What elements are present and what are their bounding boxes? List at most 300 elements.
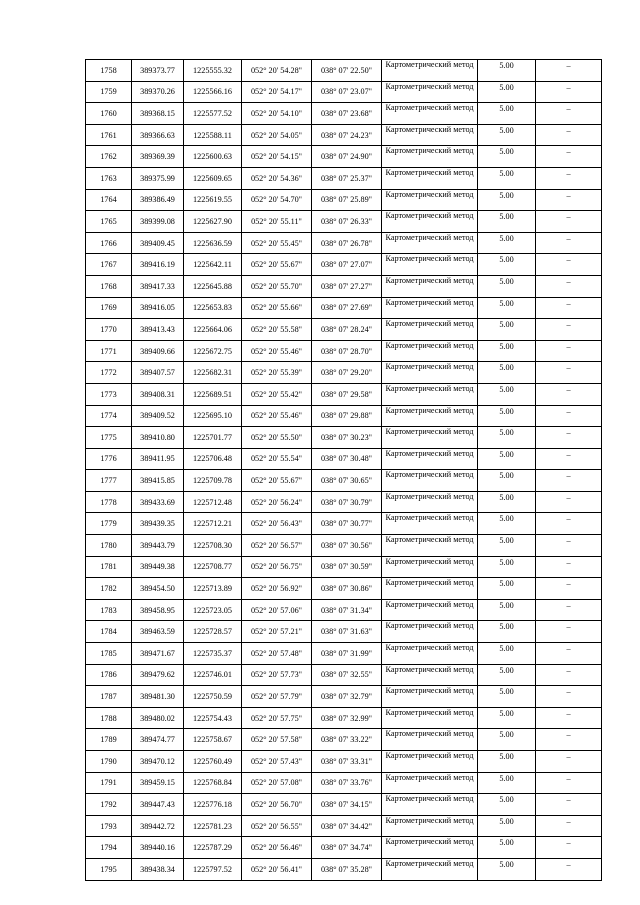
method-cell: Картометрический метод: [382, 815, 478, 837]
accuracy-cell: 5.00: [478, 556, 536, 578]
latitude-cell: 052° 20' 55.67": [242, 470, 312, 492]
accuracy-cell: 5.00: [478, 362, 536, 384]
table-row: [86, 254, 602, 276]
method-cell: Картометрический метод: [382, 297, 478, 319]
x-coordinate-cell: 389369.39: [132, 146, 184, 168]
y-coordinate-cell: 1225682.31: [184, 362, 242, 384]
latitude-cell: 052° 20' 57.08": [242, 772, 312, 794]
longitude-cell: 038° 07' 34.74": [312, 837, 382, 859]
latitude-cell: 052° 20' 56.24": [242, 491, 312, 513]
note-cell: –: [536, 470, 602, 492]
note-cell: –: [536, 211, 602, 233]
point-number-cell: 1766: [86, 232, 132, 254]
accuracy-cell: 5.00: [478, 383, 536, 405]
latitude-cell: 052° 20' 54.28": [242, 60, 312, 82]
latitude-cell: 052° 20' 55.67": [242, 254, 312, 276]
table-row: [86, 535, 602, 557]
note-cell: –: [536, 858, 602, 880]
point-number-cell: 1775: [86, 427, 132, 449]
y-coordinate-cell: 1225797.52: [184, 858, 242, 880]
table-row: [86, 578, 602, 600]
point-number-cell: 1771: [86, 340, 132, 362]
y-coordinate-cell: 1225600.63: [184, 146, 242, 168]
accuracy-cell: 5.00: [478, 340, 536, 362]
x-coordinate-cell: 389386.49: [132, 189, 184, 211]
accuracy-cell: 5.00: [478, 189, 536, 211]
table-row: [86, 448, 602, 470]
accuracy-cell: 5.00: [478, 772, 536, 794]
method-cell: Картометрический метод: [382, 275, 478, 297]
table-row: [86, 686, 602, 708]
x-coordinate-cell: 389409.66: [132, 340, 184, 362]
point-number-cell: 1760: [86, 103, 132, 125]
point-number-cell: 1780: [86, 535, 132, 557]
note-cell: –: [536, 686, 602, 708]
accuracy-cell: 5.00: [478, 578, 536, 600]
x-coordinate-cell: 389439.35: [132, 513, 184, 535]
latitude-cell: 052° 20' 56.43": [242, 513, 312, 535]
method-cell: Картометрический метод: [382, 189, 478, 211]
table-row: [86, 405, 602, 427]
method-cell: Картометрический метод: [382, 729, 478, 751]
point-number-cell: 1784: [86, 621, 132, 643]
method-cell: Картометрический метод: [382, 772, 478, 794]
y-coordinate-cell: 1225735.37: [184, 643, 242, 665]
longitude-cell: 038° 07' 22.50": [312, 60, 382, 82]
x-coordinate-cell: 389417.33: [132, 275, 184, 297]
accuracy-cell: 5.00: [478, 124, 536, 146]
accuracy-cell: 5.00: [478, 60, 536, 82]
longitude-cell: 038° 07' 25.89": [312, 189, 382, 211]
accuracy-cell: 5.00: [478, 664, 536, 686]
method-cell: Картометрический метод: [382, 167, 478, 189]
table-row: [86, 599, 602, 621]
method-cell: Картометрический метод: [382, 837, 478, 859]
table-row: [86, 513, 602, 535]
point-number-cell: 1767: [86, 254, 132, 276]
method-cell: Картометрический метод: [382, 621, 478, 643]
longitude-cell: 038° 07' 33.76": [312, 772, 382, 794]
table-row: [86, 858, 602, 880]
y-coordinate-cell: 1225768.84: [184, 772, 242, 794]
y-coordinate-cell: 1225664.06: [184, 319, 242, 341]
longitude-cell: 038° 07' 31.34": [312, 599, 382, 621]
latitude-cell: 052° 20' 56.46": [242, 837, 312, 859]
y-coordinate-cell: 1225728.57: [184, 621, 242, 643]
x-coordinate-cell: 389408.31: [132, 383, 184, 405]
latitude-cell: 052° 20' 54.70": [242, 189, 312, 211]
latitude-cell: 052° 20' 57.73": [242, 664, 312, 686]
method-cell: Картометрический метод: [382, 707, 478, 729]
accuracy-cell: 5.00: [478, 297, 536, 319]
point-number-cell: 1795: [86, 858, 132, 880]
point-number-cell: 1788: [86, 707, 132, 729]
point-number-cell: 1772: [86, 362, 132, 384]
accuracy-cell: 5.00: [478, 427, 536, 449]
x-coordinate-cell: 389399.08: [132, 211, 184, 233]
note-cell: –: [536, 189, 602, 211]
x-coordinate-cell: 389470.12: [132, 751, 184, 773]
method-cell: Картометрический метод: [382, 491, 478, 513]
accuracy-cell: 5.00: [478, 211, 536, 233]
method-cell: Картометрический метод: [382, 556, 478, 578]
table-row: [86, 772, 602, 794]
y-coordinate-cell: 1225723.05: [184, 599, 242, 621]
latitude-cell: 052° 20' 57.75": [242, 707, 312, 729]
x-coordinate-cell: 389459.15: [132, 772, 184, 794]
latitude-cell: 052° 20' 57.48": [242, 643, 312, 665]
note-cell: –: [536, 103, 602, 125]
longitude-cell: 038° 07' 34.15": [312, 794, 382, 816]
y-coordinate-cell: 1225776.18: [184, 794, 242, 816]
latitude-cell: 052° 20' 55.46": [242, 340, 312, 362]
point-number-cell: 1759: [86, 81, 132, 103]
latitude-cell: 052° 20' 54.15": [242, 146, 312, 168]
y-coordinate-cell: 1225577.52: [184, 103, 242, 125]
latitude-cell: 052° 20' 56.70": [242, 794, 312, 816]
latitude-cell: 052° 20' 55.45": [242, 232, 312, 254]
y-coordinate-cell: 1225760.49: [184, 751, 242, 773]
method-cell: Картометрический метод: [382, 513, 478, 535]
accuracy-cell: 5.00: [478, 535, 536, 557]
accuracy-cell: 5.00: [478, 167, 536, 189]
note-cell: –: [536, 427, 602, 449]
method-cell: Картометрический метод: [382, 124, 478, 146]
x-coordinate-cell: 389409.52: [132, 405, 184, 427]
note-cell: –: [536, 383, 602, 405]
longitude-cell: 038° 07' 29.88": [312, 405, 382, 427]
latitude-cell: 052° 20' 55.50": [242, 427, 312, 449]
latitude-cell: 052° 20' 56.75": [242, 556, 312, 578]
latitude-cell: 052° 20' 55.58": [242, 319, 312, 341]
method-cell: Картометрический метод: [382, 686, 478, 708]
table-row: [86, 664, 602, 686]
latitude-cell: 052° 20' 54.36": [242, 167, 312, 189]
table-row: [86, 491, 602, 513]
method-cell: Картометрический метод: [382, 794, 478, 816]
note-cell: –: [536, 232, 602, 254]
x-coordinate-cell: 389458.95: [132, 599, 184, 621]
table-row: [86, 340, 602, 362]
y-coordinate-cell: 1225619.55: [184, 189, 242, 211]
point-number-cell: 1763: [86, 167, 132, 189]
method-cell: Картометрический метод: [382, 470, 478, 492]
x-coordinate-cell: 389416.05: [132, 297, 184, 319]
point-number-cell: 1762: [86, 146, 132, 168]
method-cell: Картометрический метод: [382, 103, 478, 125]
accuracy-cell: 5.00: [478, 232, 536, 254]
method-cell: Картометрический метод: [382, 60, 478, 82]
longitude-cell: 038° 07' 28.70": [312, 340, 382, 362]
x-coordinate-cell: 389481.30: [132, 686, 184, 708]
accuracy-cell: 5.00: [478, 275, 536, 297]
longitude-cell: 038° 07' 33.31": [312, 751, 382, 773]
y-coordinate-cell: 1225609.65: [184, 167, 242, 189]
y-coordinate-cell: 1225706.48: [184, 448, 242, 470]
method-cell: Картометрический метод: [382, 362, 478, 384]
point-number-cell: 1768: [86, 275, 132, 297]
longitude-cell: 038° 07' 32.55": [312, 664, 382, 686]
y-coordinate-cell: 1225712.48: [184, 491, 242, 513]
point-number-cell: 1777: [86, 470, 132, 492]
longitude-cell: 038° 07' 26.78": [312, 232, 382, 254]
longitude-cell: 038° 07' 28.24": [312, 319, 382, 341]
point-number-cell: 1769: [86, 297, 132, 319]
y-coordinate-cell: 1225695.10: [184, 405, 242, 427]
point-number-cell: 1787: [86, 686, 132, 708]
longitude-cell: 038° 07' 34.42": [312, 815, 382, 837]
point-number-cell: 1789: [86, 729, 132, 751]
y-coordinate-cell: 1225746.01: [184, 664, 242, 686]
x-coordinate-cell: 389373.77: [132, 60, 184, 82]
x-coordinate-cell: 389368.15: [132, 103, 184, 125]
table-row: [86, 621, 602, 643]
longitude-cell: 038° 07' 29.20": [312, 362, 382, 384]
note-cell: –: [536, 599, 602, 621]
y-coordinate-cell: 1225750.59: [184, 686, 242, 708]
coordinates-table: [85, 59, 602, 881]
point-number-cell: 1781: [86, 556, 132, 578]
x-coordinate-cell: 389433.69: [132, 491, 184, 513]
latitude-cell: 052° 20' 56.55": [242, 815, 312, 837]
method-cell: Картометрический метод: [382, 448, 478, 470]
accuracy-cell: 5.00: [478, 103, 536, 125]
table-row: [86, 837, 602, 859]
longitude-cell: 038° 07' 33.22": [312, 729, 382, 751]
method-cell: Картометрический метод: [382, 664, 478, 686]
method-cell: Картометрический метод: [382, 405, 478, 427]
method-cell: Картометрический метод: [382, 858, 478, 880]
accuracy-cell: 5.00: [478, 491, 536, 513]
accuracy-cell: 5.00: [478, 254, 536, 276]
longitude-cell: 038° 07' 30.48": [312, 448, 382, 470]
table-row: [86, 275, 602, 297]
point-number-cell: 1773: [86, 383, 132, 405]
accuracy-cell: 5.00: [478, 837, 536, 859]
accuracy-cell: 5.00: [478, 448, 536, 470]
longitude-cell: 038° 07' 30.77": [312, 513, 382, 535]
point-number-cell: 1782: [86, 578, 132, 600]
longitude-cell: 038° 07' 31.99": [312, 643, 382, 665]
table-row: [86, 815, 602, 837]
longitude-cell: 038° 07' 31.63": [312, 621, 382, 643]
method-cell: Картометрический метод: [382, 81, 478, 103]
method-cell: Картометрический метод: [382, 319, 478, 341]
table-row: [86, 167, 602, 189]
accuracy-cell: 5.00: [478, 794, 536, 816]
y-coordinate-cell: 1225712.21: [184, 513, 242, 535]
longitude-cell: 038° 07' 35.28": [312, 858, 382, 880]
latitude-cell: 052° 20' 55.42": [242, 383, 312, 405]
note-cell: –: [536, 556, 602, 578]
x-coordinate-cell: 389440.16: [132, 837, 184, 859]
y-coordinate-cell: 1225642.11: [184, 254, 242, 276]
y-coordinate-cell: 1225627.90: [184, 211, 242, 233]
note-cell: –: [536, 513, 602, 535]
longitude-cell: 038° 07' 30.86": [312, 578, 382, 600]
longitude-cell: 038° 07' 32.99": [312, 707, 382, 729]
note-cell: –: [536, 751, 602, 773]
x-coordinate-cell: 389480.02: [132, 707, 184, 729]
x-coordinate-cell: 389442.72: [132, 815, 184, 837]
y-coordinate-cell: 1225781.23: [184, 815, 242, 837]
note-cell: –: [536, 167, 602, 189]
point-number-cell: 1764: [86, 189, 132, 211]
accuracy-cell: 5.00: [478, 599, 536, 621]
x-coordinate-cell: 389454.50: [132, 578, 184, 600]
point-number-cell: 1779: [86, 513, 132, 535]
y-coordinate-cell: 1225653.83: [184, 297, 242, 319]
table-row: [86, 470, 602, 492]
note-cell: –: [536, 60, 602, 82]
point-number-cell: 1785: [86, 643, 132, 665]
point-number-cell: 1792: [86, 794, 132, 816]
table-row: [86, 60, 602, 82]
latitude-cell: 052° 20' 56.57": [242, 535, 312, 557]
longitude-cell: 038° 07' 23.07": [312, 81, 382, 103]
method-cell: Картометрический метод: [382, 254, 478, 276]
method-cell: Картометрический метод: [382, 146, 478, 168]
y-coordinate-cell: 1225787.29: [184, 837, 242, 859]
accuracy-cell: 5.00: [478, 643, 536, 665]
note-cell: –: [536, 815, 602, 837]
accuracy-cell: 5.00: [478, 81, 536, 103]
note-cell: –: [536, 275, 602, 297]
accuracy-cell: 5.00: [478, 729, 536, 751]
y-coordinate-cell: 1225708.77: [184, 556, 242, 578]
latitude-cell: 052° 20' 54.10": [242, 103, 312, 125]
point-number-cell: 1794: [86, 837, 132, 859]
latitude-cell: 052° 20' 55.70": [242, 275, 312, 297]
longitude-cell: 038° 07' 24.23": [312, 124, 382, 146]
x-coordinate-cell: 389370.26: [132, 81, 184, 103]
y-coordinate-cell: 1225689.51: [184, 383, 242, 405]
method-cell: Картометрический метод: [382, 643, 478, 665]
accuracy-cell: 5.00: [478, 686, 536, 708]
longitude-cell: 038° 07' 30.65": [312, 470, 382, 492]
longitude-cell: 038° 07' 26.33": [312, 211, 382, 233]
x-coordinate-cell: 389479.62: [132, 664, 184, 686]
latitude-cell: 052° 20' 55.66": [242, 297, 312, 319]
x-coordinate-cell: 389463.59: [132, 621, 184, 643]
note-cell: –: [536, 81, 602, 103]
note-cell: –: [536, 643, 602, 665]
note-cell: –: [536, 448, 602, 470]
note-cell: –: [536, 707, 602, 729]
note-cell: –: [536, 124, 602, 146]
y-coordinate-cell: 1225672.75: [184, 340, 242, 362]
longitude-cell: 038° 07' 32.79": [312, 686, 382, 708]
y-coordinate-cell: 1225701.77: [184, 427, 242, 449]
y-coordinate-cell: 1225588.11: [184, 124, 242, 146]
note-cell: –: [536, 254, 602, 276]
method-cell: Картометрический метод: [382, 211, 478, 233]
x-coordinate-cell: 389407.57: [132, 362, 184, 384]
point-number-cell: 1790: [86, 751, 132, 773]
x-coordinate-cell: 389413.43: [132, 319, 184, 341]
longitude-cell: 038° 07' 30.59": [312, 556, 382, 578]
x-coordinate-cell: 389443.79: [132, 535, 184, 557]
accuracy-cell: 5.00: [478, 319, 536, 341]
y-coordinate-cell: 1225555.32: [184, 60, 242, 82]
table-row: [86, 146, 602, 168]
table-row: [86, 81, 602, 103]
x-coordinate-cell: 389411.95: [132, 448, 184, 470]
latitude-cell: 052° 20' 55.54": [242, 448, 312, 470]
longitude-cell: 038° 07' 23.68": [312, 103, 382, 125]
y-coordinate-cell: 1225709.78: [184, 470, 242, 492]
table-row: [86, 751, 602, 773]
table-row: [86, 232, 602, 254]
accuracy-cell: 5.00: [478, 751, 536, 773]
note-cell: –: [536, 362, 602, 384]
note-cell: –: [536, 837, 602, 859]
longitude-cell: 038° 07' 24.90": [312, 146, 382, 168]
method-cell: Картометрический метод: [382, 427, 478, 449]
point-number-cell: 1761: [86, 124, 132, 146]
point-number-cell: 1770: [86, 319, 132, 341]
accuracy-cell: 5.00: [478, 513, 536, 535]
table-row: [86, 556, 602, 578]
y-coordinate-cell: 1225566.16: [184, 81, 242, 103]
accuracy-cell: 5.00: [478, 405, 536, 427]
table-row: [86, 319, 602, 341]
y-coordinate-cell: 1225708.30: [184, 535, 242, 557]
point-number-cell: 1793: [86, 815, 132, 837]
latitude-cell: 052° 20' 57.06": [242, 599, 312, 621]
y-coordinate-cell: 1225645.88: [184, 275, 242, 297]
latitude-cell: 052° 20' 57.58": [242, 729, 312, 751]
longitude-cell: 038° 07' 27.69": [312, 297, 382, 319]
table-row: [86, 362, 602, 384]
accuracy-cell: 5.00: [478, 815, 536, 837]
point-number-cell: 1758: [86, 60, 132, 82]
method-cell: Картометрический метод: [382, 599, 478, 621]
note-cell: –: [536, 319, 602, 341]
point-number-cell: 1774: [86, 405, 132, 427]
point-number-cell: 1783: [86, 599, 132, 621]
point-number-cell: 1776: [86, 448, 132, 470]
longitude-cell: 038° 07' 29.58": [312, 383, 382, 405]
note-cell: –: [536, 578, 602, 600]
note-cell: –: [536, 621, 602, 643]
note-cell: –: [536, 405, 602, 427]
note-cell: –: [536, 491, 602, 513]
note-cell: –: [536, 794, 602, 816]
table-row: [86, 211, 602, 233]
accuracy-cell: 5.00: [478, 146, 536, 168]
point-number-cell: 1778: [86, 491, 132, 513]
table-row: [86, 103, 602, 125]
x-coordinate-cell: 389449.38: [132, 556, 184, 578]
method-cell: Картометрический метод: [382, 340, 478, 362]
note-cell: –: [536, 535, 602, 557]
x-coordinate-cell: 389438.34: [132, 858, 184, 880]
y-coordinate-cell: 1225754.43: [184, 707, 242, 729]
x-coordinate-cell: 389471.67: [132, 643, 184, 665]
x-coordinate-cell: 389410.80: [132, 427, 184, 449]
longitude-cell: 038° 07' 27.27": [312, 275, 382, 297]
note-cell: –: [536, 297, 602, 319]
latitude-cell: 052° 20' 55.39": [242, 362, 312, 384]
longitude-cell: 038° 07' 27.07": [312, 254, 382, 276]
table-row: [86, 794, 602, 816]
latitude-cell: 052° 20' 55.11": [242, 211, 312, 233]
accuracy-cell: 5.00: [478, 707, 536, 729]
method-cell: Картометрический метод: [382, 232, 478, 254]
table-body: [86, 60, 602, 881]
table-row: [86, 383, 602, 405]
